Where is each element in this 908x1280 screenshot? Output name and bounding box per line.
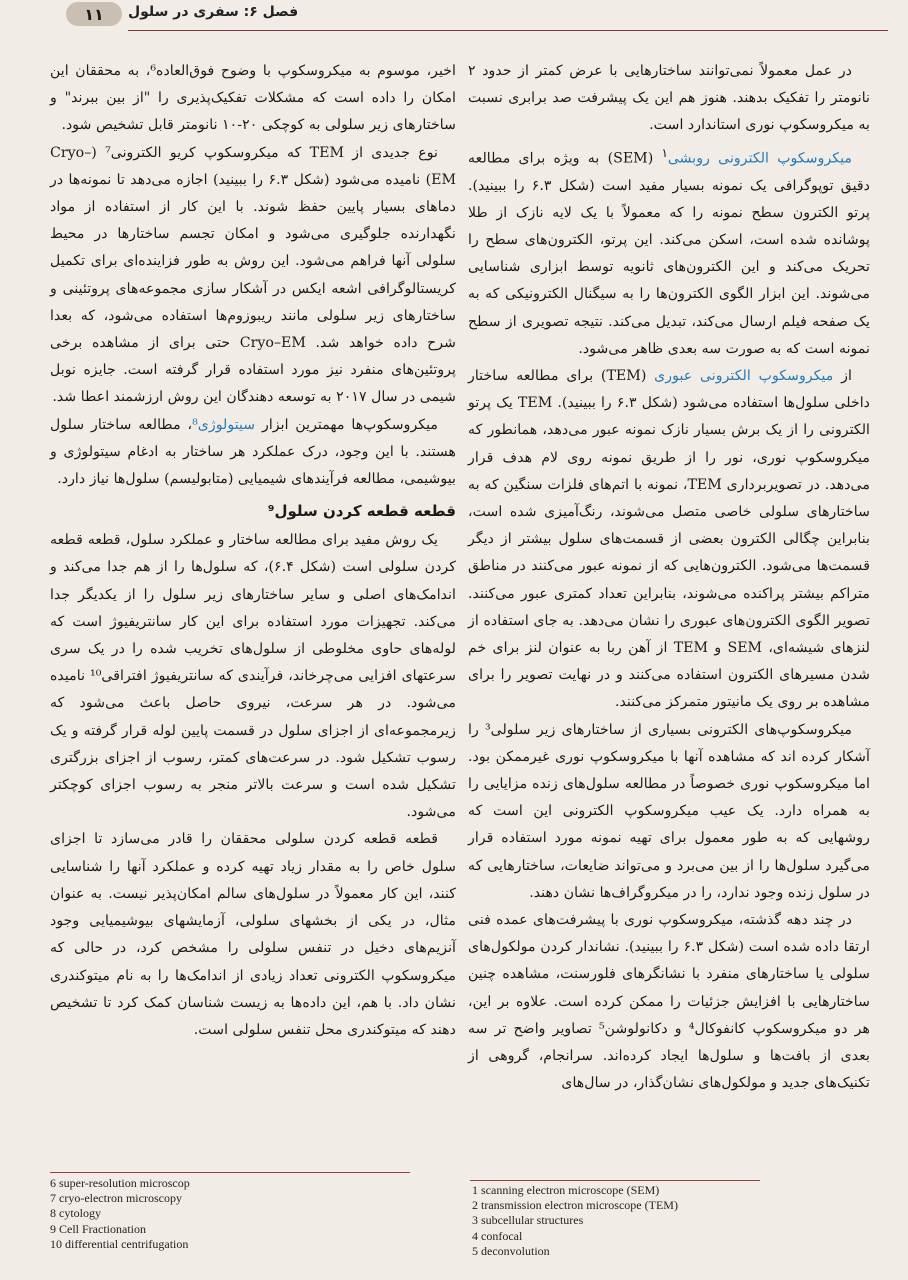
footnote-divider bbox=[50, 1172, 410, 1173]
footnote: 3 subcellular structures bbox=[472, 1213, 584, 1228]
footnotes-left bbox=[50, 1176, 190, 1252]
paragraph: میکروسکوپ‌های الکترونی بسیاری از ساختارهای زیر سلولی³ را آشکار کرده اند که مشاهده آنها با میکروسکوپ نوری غیرممکن بود. اما میکروسکوپ نوری خصوصاً در مطالعه سلول‌های زنده مزایایی را به همراه دارد. یک عیب میکروسکوپ الکترونی این است که روشهایی که به طور معمول برای تهیه نمونه مورد استفاده قرار می‌گیرد سلول‌ها را از بین می‌برد و می‌تواند ضایعات، ساختارهایی که در سلول زنده وجود ندارد، را در میکروگراف‌ها نشان دهند. bbox=[468, 721, 870, 901]
chapter-running-title: فصل ۶: سفری در سلول bbox=[128, 4, 299, 20]
footnote: 4 confocal bbox=[472, 1228, 523, 1243]
paragraph: اخیر، موسوم به میکروسکوپ با وضوح فوق‌العاده⁶، به محققان این امکان را داده است که مشکلات تفکیک‌پذیری را "از بین ببرند" و ساختارهای زیر سلولی به کوچکی ۲۰-۱۰ نانومتر قابل تشخیص شود. bbox=[50, 63, 456, 134]
left-text-column bbox=[50, 58, 456, 1044]
term-cytology: سیتولوژی⁸ bbox=[192, 416, 256, 433]
section-heading: قطعه قطعه کردن سلول⁹ bbox=[267, 502, 456, 521]
paragraph: میکروسکوپ‌ها مهمترین ابزار سیتولوژی⁸، مطالعه ساختار سلول هستند. با این وجود، درک عملکرد هر ساختار به ادغام سیتولوژی و بیوشیمی، مطالعه فرآیندهای شیمیایی (متابولیسم) سلول‌ها نیاز دارد. bbox=[50, 416, 456, 488]
paragraph: یک روش مفید برای مطالعه ساختار و عملکرد سلول، قطعه قطعه کردن سلولی است (شکل ۶.۴)، که سلول‌ها را از هم جدا می‌کند و اندامک‌های اصلی و سایر ساختارهای زیر سلول را از یکدیگر جدا می‌کند. تجهیزات مورد استفاده برای این کار سانتریفیوژ است که لوله‌های حاوی مخلوطی از سلول‌های تخریب شده را در یک سری سرعتهای افزایی می‌چرخاند، فرآیندی که سانتریفیوژ افتراقی¹⁰ نامیده می‌شود. در هر سرعت، نیروی حاصل باعث می‌شود که زیرمجموعه‌ای از اجزای سلول در قسمت پایین لوله قرار گرفته و یک رسوب تشکیل شود. در سرعت‌های کمتر، رسوب از اجزای بزرگتری تشکیل شده است و سرعت بالاتر منجر به رسوب اجزای کوچکتر می‌شود. bbox=[50, 532, 456, 821]
footnote-divider bbox=[470, 1180, 760, 1181]
page-header bbox=[0, 0, 908, 34]
paragraph: نوع جدیدی از TEM که میکروسکوپ کریو الکترونی⁷ (Cryo–EM) نامیده می‌شود (شکل ۶.۳ را ببینید) اجازه می‌دهد تا نمونه‌ها در دماهای بسیار پایین حفظ شوند. با این کار از استفاده از مواد نگهدارنده جلوگیری می‌شود و امکان تجسم ساختارها در محیط سلولی آنها فراهم می‌شود. این روش به طور فزاینده‌ای برای تکمیل کریستالوگرافی اشعه ایکس در آشکار سازی مجموعه‌های پروتئینی و ساختارهای زیر سلولی مانند ریبوزوم‌ها استفاده می‌شود، که بعدا شرح داده خواهد شد. Cryo–EM حتی برای از مشاهده برخی پروتئین‌های منفرد نیز مورد استفاده قرار گرفته است. جایزه نوبل شیمی در سال ۲۰۱۷ به توسعه دهندگان این روش ارزشمند اعطا شد. bbox=[50, 144, 456, 406]
paragraph: در عمل معمولاً نمی‌توانند ساختارهایی با عرض کمتر از حدود ۲ نانومتر را تفکیک بدهند. هنوز هم این یک پیشرفت صد برابری نسبت به میکروسکوپ نوری استاندارد است. bbox=[468, 63, 870, 134]
header-divider bbox=[128, 30, 888, 31]
paragraph: قطعه قطعه کردن سلولی محققان را قادر می‌سازد تا اجزای سلول خاص را به مقدار زیاد تهیه کرده و عملکرد آنها را شناسایی کنند، این کار معمولاً در سلول‌های سالم امکان‌پذیر نیست. به عنوان مثال، در یکی از بخشهای سلولی، آزمایشهای بیوشیمیایی وجود آنزیم‌های دخیل در تنفس سلولی را مشخص کرد، در حالی که میکروسکوپ الکترونی تعداد زیادی از اندامک‌ها را به نام میتوکندری نشان داد. با هم، این داده‌ها به زیست شناسان کمک کرد تا تشخیص دهند که میتوکندری محل تنفس سلولی است. bbox=[50, 831, 456, 1038]
footnote: 6 super-resolution microscop bbox=[50, 1176, 190, 1190]
paragraph: از میکروسکوپ الکترونی عبوری (TEM) برای مطالعه ساختار داخلی سلول‌ها استفاده می‌شود (شکل ۶.۳ را ببینید). TEM یک پرتو الکترونی را از یک برش بسیار نازک نمونه عبور می‌دهد، همانطور که میکروسکوپ نوری، نور را از طریق نمونه روی لام هدف قرار می‌دهد. در تصویربرداری TEM، نمونه با اتم‌های فلزات سنگین که به ساختارهای سلولی خاصی متصل می‌شوند، رنگ‌آمیزی شده است، بنابراین چگالی الکترون بعضی از قسمت‌های سلول بیشتر از دیگر قسمت‌ها می‌شود. الکترون‌هایی که از نمونه عبور می‌کنند در مناطق متراکم بیشتر پراکنده می‌شوند، بنابراین تعداد کمتری عبور می‌کنند. تصویر الگوی الکترون‌های عبوری را نشان می‌دهد. به جای استفاده از لنزهای شیشه‌ای، SEM و TEM از آهن ربا به عنوان لنز برای خم شدن مسیرهای الکترون استفاده می‌کنند و در نهایت تصویر را برای مشاهده بر روی یک مانیتور متمرکز می‌کنند. bbox=[468, 367, 871, 711]
paragraph: میکروسکوپ الکترونی روبشی$^۱$ (SEM) به ویژه برای مطالعه دقیق توپوگرافی یک نمونه بسیار مفید است (شکل ۶.۳ را ببینید). پرتو الکترون سطح نمونه را که معمولاً با یک لایه نازک از طلا پوشانده شده است، اسکن می‌کند. این پرتو، الکترون‌های سطح را تحریک می‌کند و این الکترون‌های ثانویه توسط ابزاری شناسایی می‌شوند. این ابزار الگوی الکترون‌ها را به سیگنال الکترونیکی که به یک صفحه فیلم ارسال می‌کند، تبدیل می‌کند. نتیجه تصویری از سطح نمونه است که به صورت سه بعدی ظاهر می‌شود. bbox=[468, 145, 870, 357]
term-tem: میکروسکوپ الکترونی عبوری bbox=[654, 367, 834, 384]
footnote: 2 transmission electron microscope (TEM) bbox=[472, 1198, 678, 1213]
term-sem: میکروسکوپ الکترونی روبشی bbox=[667, 150, 852, 167]
footnote: 1 scanning electron microscope (SEM) bbox=[472, 1183, 660, 1197]
footnote: 9 Cell Fractionation bbox=[50, 1221, 146, 1236]
footnote: 8 cytology bbox=[50, 1206, 101, 1221]
right-text-column bbox=[468, 58, 870, 1097]
page-number: ۱۱ bbox=[66, 2, 122, 26]
footnote: 5 deconvolution bbox=[472, 1243, 550, 1258]
footnote: 7 cryo-electron microscopy bbox=[50, 1191, 182, 1206]
footnote: 10 differential centrifugation bbox=[50, 1236, 189, 1251]
footnotes-right bbox=[472, 1183, 678, 1259]
paragraph: در چند دهه گذشته، میکروسکوپ نوری با پیشرفت‌های عمده فنی ارتقا داده شده است (شکل ۶.۳ را ببینید). نشاندار کردن مولکول‌های سلولی یا ساختارهای منفرد با نشانگرهای فلورسنت، مشاهده چنین ساختارهایی با افزایش جزئیات را ممکن کرده است. علاوه بر این، هر دو میکروسکوپ کانفوکال⁴ و دکانولوشن⁵ تصاویر واضح تر سه بعدی از بافت‌ها و سلول‌ها ایجاد کرده‌اند. سرانجام، گروهی از تکنیک‌های جدید و مولکول‌های نشان‌گذار، در سال‌های bbox=[468, 912, 870, 1092]
